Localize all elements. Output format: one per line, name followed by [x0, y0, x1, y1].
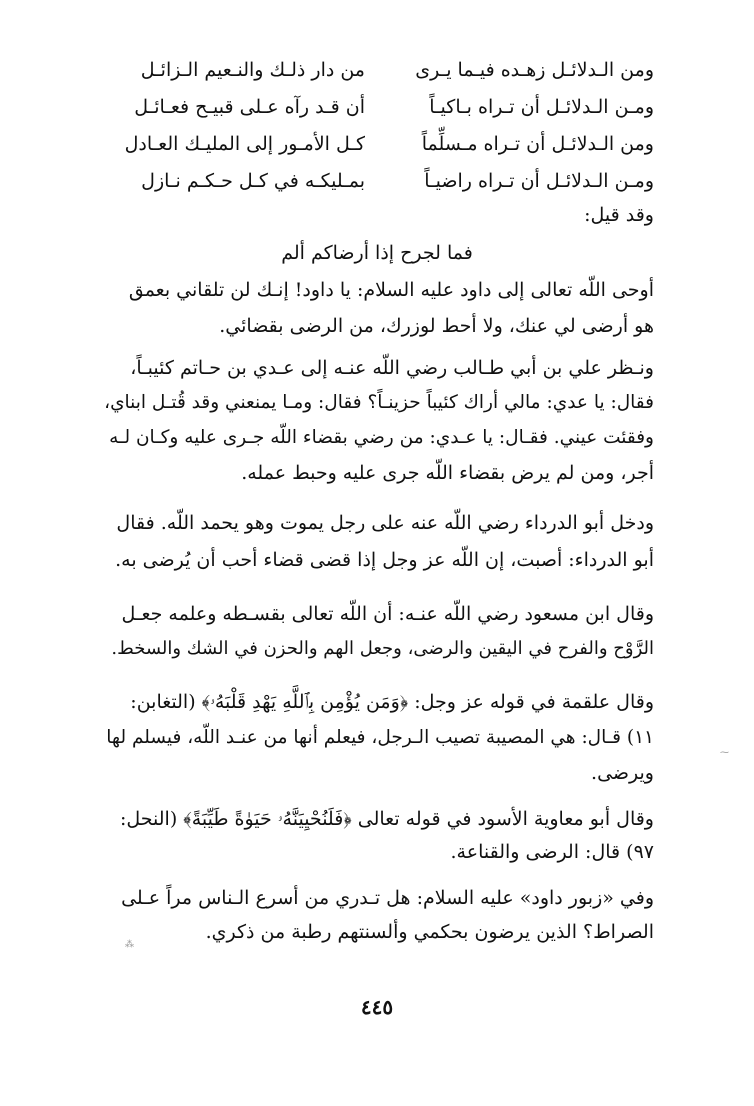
verse-second-hemistich: أن قـد رآه عـلى قبيـح فعـائـل [134, 96, 365, 118]
quote-line: فما لجرح إذا أرضاكم ألم [281, 242, 473, 264]
paragraph-line: وقال علقمة في قوله عز وجل: ﴿وَمَن يُؤْمِن بِٱللَّهِ يَهْدِ قَلْبَهُۥ﴾ (التغابن: [130, 691, 654, 713]
paragraph-line: ونـظر علي بن أبي طـالب رضي اللّه عنـه إلى عـدي بن حـاتم كئيبـاً، [130, 357, 654, 379]
scan-speck-icon: ⁓ [720, 748, 729, 758]
paragraph-line: وفقئت عيني. فقـال: يا عـدي: من رضي بقضاء اللّه جـرى عليه وكـان لـه [109, 427, 654, 448]
verse-first-hemistich: ومن الـدلائـل أن تـراه مـسلِّماً [421, 133, 654, 155]
paragraph-line: ودخل أبو الدرداء رضي اللّه عنه على رجل يموت وهو يحمد اللّه. فقال [116, 512, 654, 534]
poem-verse [100, 163, 654, 200]
verse-second-hemistich: كـل الأمـور إلى المليـك العـادل [124, 133, 365, 155]
paragraph-line: وقال ابن مسعود رضي اللّه عنـه: أن اللّه تعالى بقسـطه وعلمه جعـل [121, 603, 654, 625]
poem-verse [100, 52, 654, 89]
poem-verse [100, 126, 654, 163]
paragraph-line: أجر، ومن لم يرض بقضاء اللّه جرى عليه وحبط عمله. [241, 462, 654, 484]
poem-verse [100, 89, 654, 126]
paragraph-line: الصراط؟ الذين يرضون بحكمي وألسنتهم رطبة من ذكري. [205, 921, 654, 943]
page-number: ٤٤٥ [360, 995, 394, 1019]
paragraph-line: ويرضى. [591, 762, 654, 784]
intro-said: وقد قيل: [584, 204, 654, 226]
verse-first-hemistich: ومـن الـدلائـل أن تـراه راضيـاً [424, 170, 654, 192]
verse-second-hemistich: من دار ذلـك والنـعيم الـزائـل [140, 59, 365, 81]
paragraph-line: فقال: يا عدي: مالي أراك كئيباً حزينـاً؟ فقال: ومـا يمنعني وقد قُتـل ابناي، [104, 392, 654, 413]
verse-second-hemistich: بمـليكـه في كـل حـكـم نـازل [141, 170, 365, 192]
paragraph-line: هو أرضى لي عنك، ولا أحط لوزرك، من الرضى بقضائي. [219, 315, 654, 337]
paragraph-line: ١١) قـال: هي المصيبة تصيب الـرجل، فيعلم أنها من عنـد اللّه، فيسلم لها [106, 727, 654, 748]
paragraph-line: الرَّوْح والفرح في اليقين والرضى، وجعل الهم والحزن في الشك والسخط. [111, 638, 654, 659]
paragraph-line: أبو الدرداء: أصبت، إن اللّه عز وجل إذا قضى قضاء أحب أن يُرضى به. [115, 549, 654, 571]
scan-speck-icon: ⁂ [125, 940, 134, 950]
paragraph-line: ٩٧) قال: الرضى والقناعة. [450, 841, 654, 863]
paragraph-line: وقال أبو معاوية الأسود في قوله تعالى ﴿فَلَنُحْيِيَنَّهُۥ حَيَوٰةً طَيِّبَةً﴾ (النحل: [119, 808, 654, 830]
verse-first-hemistich: ومن الـدلائـل زهـده فيـما يـرى [415, 59, 654, 81]
poem [100, 52, 654, 200]
paragraph-line: أوحى اللّه تعالى إلى داود عليه السلام: يا داود! إنـك لن تلقاني بعمق [128, 279, 654, 301]
verse-first-hemistich: ومـن الـدلائـل أن تـراه بـاكيـاً [429, 96, 654, 118]
paragraph-line: وفي «زبور داود» عليه السلام: هل تـدري من أسرع الـناس مراً عـلى [121, 887, 654, 909]
